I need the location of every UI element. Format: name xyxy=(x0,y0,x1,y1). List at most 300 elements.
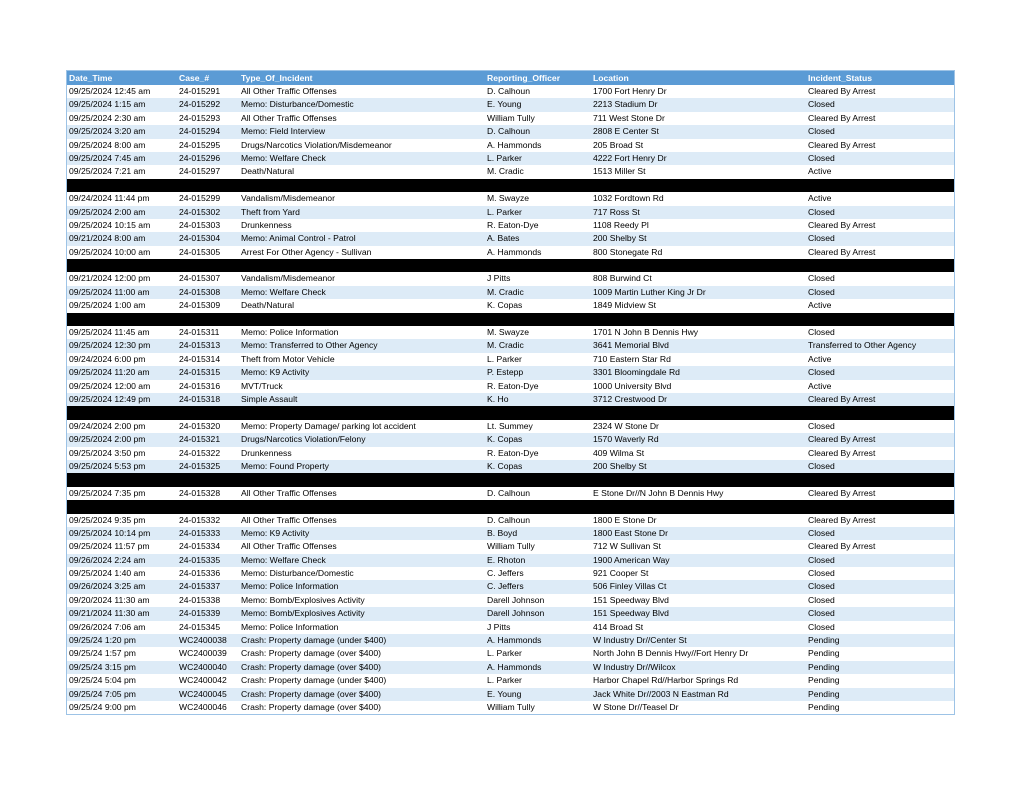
table-row[interactable] xyxy=(67,487,954,500)
location-cell: 2324 W Stone Dr xyxy=(593,420,659,431)
case-number-cell: 24-015291 xyxy=(179,86,221,96)
officer-cell: William Tully xyxy=(487,112,535,123)
case-number-cell: 24-015294 xyxy=(179,126,221,137)
incident-type-cell: Memo: Disturbance/Domestic xyxy=(241,99,354,110)
table-row[interactable] xyxy=(67,139,954,152)
status-cell: Cleared By Arrest xyxy=(808,139,876,150)
table-row[interactable] xyxy=(67,98,954,111)
officer-cell: C. Jeffers xyxy=(487,568,524,579)
location-cell: W Stone Dr//Teasel Dr xyxy=(593,701,679,712)
incident-type-cell: Memo: Bomb/Explosives Activity xyxy=(241,608,365,619)
location-cell: 1108 Reedy Pl xyxy=(593,219,649,230)
status-cell: Closed xyxy=(808,152,835,163)
location-cell: W Industry Dr//Center St xyxy=(593,635,687,646)
location-cell: 711 West Stone Dr xyxy=(593,112,665,123)
officer-cell: A. Hammonds xyxy=(487,661,542,672)
location-cell: 1800 E Stone Dr xyxy=(593,514,657,525)
officer-cell: K. Ho xyxy=(487,393,509,404)
status-cell: Cleared By Arrest xyxy=(808,219,876,230)
date-time-cell: 09/21/2024 8:00 am xyxy=(69,233,146,244)
incident-type-cell: Memo: Welfare Check xyxy=(241,152,326,163)
case-number-cell: 24-015316 xyxy=(179,380,221,391)
table-row[interactable] xyxy=(67,192,954,205)
status-cell: Closed xyxy=(808,621,835,632)
status-cell: Closed xyxy=(808,273,835,284)
location-cell: 1700 Fort Henry Dr xyxy=(593,86,667,96)
table-row[interactable] xyxy=(67,326,954,339)
table-row[interactable] xyxy=(67,165,954,178)
location-cell: 200 Shelby St xyxy=(593,233,647,244)
case-number-cell: 24-015292 xyxy=(179,99,221,110)
incident-type-cell: Crash: Property damage (under $400) xyxy=(241,635,387,646)
location-cell: 1032 Fordtown Rd xyxy=(593,193,664,204)
case-number-cell: 24-015333 xyxy=(179,527,221,538)
status-cell: Closed xyxy=(808,608,835,619)
location-cell: 800 Stonegate Rd xyxy=(593,246,663,257)
table-row[interactable] xyxy=(67,112,954,125)
case-number-cell: 24-015321 xyxy=(179,434,221,445)
date-time-cell: 09/25/2024 8:00 am xyxy=(69,139,146,150)
location-cell: 1701 N John B Dennis Hwy xyxy=(593,327,699,338)
officer-cell: K. Copas xyxy=(487,434,523,445)
column-header[interactable]: Type_Of_Incident xyxy=(241,73,313,83)
incident-type-cell: Death/Natural xyxy=(241,166,295,177)
date-time-cell: 09/26/2024 3:25 am xyxy=(69,581,146,592)
separator-row xyxy=(67,406,954,419)
incident-type-cell: Death/Natural xyxy=(241,300,295,311)
status-cell: Active xyxy=(808,193,832,204)
table-row[interactable] xyxy=(67,567,954,580)
officer-cell: M. Swayze xyxy=(487,327,530,338)
incident-type-cell: Memo: Welfare Check xyxy=(241,554,326,565)
incident-type-cell: MVT/Truck xyxy=(241,380,283,391)
date-time-cell: 09/25/24 7:05 pm xyxy=(69,688,136,699)
incident-type-cell: Vandalism/Misdemeanor xyxy=(241,193,335,204)
case-number-cell: 24-015337 xyxy=(179,581,221,592)
incident-type-cell: Memo: Disturbance/Domestic xyxy=(241,568,354,579)
column-header[interactable]: Location xyxy=(593,73,629,83)
status-cell: Pending xyxy=(808,688,840,699)
location-cell: 921 Cooper St xyxy=(593,568,649,579)
case-number-cell: 24-015322 xyxy=(179,447,221,458)
status-cell: Active xyxy=(808,353,832,364)
table-row[interactable] xyxy=(67,688,954,701)
table-row[interactable] xyxy=(67,353,954,366)
table-row[interactable] xyxy=(67,339,954,352)
date-time-cell: 09/25/2024 12:30 pm xyxy=(69,340,151,351)
status-cell: Closed xyxy=(808,327,835,338)
case-number-cell: 24-015315 xyxy=(179,367,221,378)
table-row[interactable] xyxy=(67,621,954,634)
incident-type-cell: Simple Assault xyxy=(241,393,298,404)
case-number-cell: 24-015299 xyxy=(179,193,221,204)
case-number-cell: 24-015297 xyxy=(179,166,221,177)
incident-type-cell: All Other Traffic Offenses xyxy=(241,514,337,525)
status-cell: Active xyxy=(808,380,832,391)
table-row[interactable] xyxy=(67,286,954,299)
status-cell: Closed xyxy=(808,420,835,431)
incident-type-cell: Memo: K9 Activity xyxy=(241,527,310,538)
officer-cell: D. Calhoun xyxy=(487,514,530,525)
officer-cell: William Tully xyxy=(487,541,535,552)
location-cell: W Industry Dr//Wilcox xyxy=(593,661,676,672)
date-time-cell: 09/25/24 1:57 pm xyxy=(69,648,136,659)
date-time-cell: 09/25/24 1:20 pm xyxy=(69,635,136,646)
date-time-cell: 09/26/2024 7:06 am xyxy=(69,621,146,632)
date-time-cell: 09/25/2024 11:00 am xyxy=(69,286,150,297)
officer-cell: R. Eaton-Dye xyxy=(487,219,539,230)
case-number-cell: 24-015305 xyxy=(179,246,221,257)
case-number-cell: WC2400045 xyxy=(179,688,227,699)
case-number-cell: 24-015338 xyxy=(179,594,221,605)
officer-cell: A. Hammonds xyxy=(487,139,542,150)
date-time-cell: 09/25/2024 2:30 am xyxy=(69,112,146,123)
date-time-cell: 09/25/2024 12:49 pm xyxy=(69,393,151,404)
table-row[interactable] xyxy=(67,219,954,232)
table-row[interactable] xyxy=(67,393,954,406)
officer-cell: P. Estepp xyxy=(487,367,524,378)
table-row[interactable] xyxy=(67,460,954,473)
incident-type-cell: Memo: Police Information xyxy=(241,327,339,338)
date-time-cell: 09/25/24 9:00 pm xyxy=(69,701,136,712)
date-time-cell: 09/25/24 3:15 pm xyxy=(69,661,136,672)
officer-cell: M. Cradic xyxy=(487,286,524,297)
table-row[interactable] xyxy=(67,299,954,312)
officer-cell: K. Copas xyxy=(487,300,523,311)
case-number-cell: 24-015328 xyxy=(179,487,221,498)
incident-type-cell: Memo: Field Interview xyxy=(241,126,326,137)
table-row[interactable] xyxy=(67,272,954,285)
status-cell: Cleared By Arrest xyxy=(808,434,876,445)
table-row[interactable] xyxy=(67,447,954,460)
location-cell: 506 Finley Villas Ct xyxy=(593,581,667,592)
status-cell: Closed xyxy=(808,554,835,565)
case-number-cell: 24-015296 xyxy=(179,152,221,163)
incident-type-cell: All Other Traffic Offenses xyxy=(241,112,337,123)
incident-type-cell: Vandalism/Misdemeanor xyxy=(241,273,335,284)
case-number-cell: WC2400039 xyxy=(179,648,227,659)
location-cell: 3641 Memorial Blvd xyxy=(593,340,669,351)
location-cell: North John B Dennis Hwy//Fort Henry Dr xyxy=(593,648,749,659)
separator-row xyxy=(67,313,954,326)
table-row[interactable] xyxy=(67,246,954,259)
officer-cell: J Pitts xyxy=(487,273,511,284)
table-body xyxy=(67,85,954,714)
location-cell: 414 Broad St xyxy=(593,621,644,632)
column-header[interactable]: Case_# xyxy=(179,73,210,83)
incident-type-cell: Crash: Property damage (over $400) xyxy=(241,688,381,699)
case-number-cell: WC2400046 xyxy=(179,701,227,712)
case-number-cell: 24-015345 xyxy=(179,621,221,632)
separator-row xyxy=(67,473,954,486)
status-cell: Cleared By Arrest xyxy=(808,541,876,552)
separator-row xyxy=(67,259,954,272)
case-number-cell: 24-015332 xyxy=(179,514,221,525)
incident-type-cell: Memo: Transferred to Other Agency xyxy=(241,340,378,351)
status-cell: Closed xyxy=(808,367,835,378)
location-cell: 3301 Bloomingdale Rd xyxy=(593,367,680,378)
location-cell: 712 W Sullivan St xyxy=(593,541,661,552)
status-cell: Cleared By Arrest xyxy=(808,393,876,404)
separator-row xyxy=(67,179,954,192)
officer-cell: R. Eaton-Dye xyxy=(487,380,539,391)
table-row[interactable] xyxy=(67,527,954,540)
location-cell: Jack White Dr//2003 N Eastman Rd xyxy=(593,688,729,699)
case-number-cell: 24-015308 xyxy=(179,286,221,297)
location-cell: 1849 Midview St xyxy=(593,300,657,311)
case-number-cell: 24-015302 xyxy=(179,206,221,217)
officer-cell: L. Parker xyxy=(487,206,522,217)
location-cell: 205 Broad St xyxy=(593,139,644,150)
case-number-cell: 24-015307 xyxy=(179,273,221,284)
table-row[interactable] xyxy=(67,701,954,714)
table-row[interactable] xyxy=(67,634,954,647)
date-time-cell: 09/25/2024 2:00 am xyxy=(69,206,146,217)
incident-type-cell: Crash: Property damage (over $400) xyxy=(241,661,381,672)
date-time-cell: 09/25/2024 7:45 am xyxy=(69,152,146,163)
status-cell: Closed xyxy=(808,126,835,137)
table-row[interactable] xyxy=(67,125,954,138)
location-cell: 3712 Crestwood Dr xyxy=(593,393,668,404)
incident-type-cell: Memo: Found Property xyxy=(241,460,329,471)
case-number-cell: 24-015311 xyxy=(179,327,220,338)
status-cell: Pending xyxy=(808,701,840,712)
incident-type-cell: Drunkenness xyxy=(241,447,292,458)
date-time-cell: 09/25/2024 12:00 am xyxy=(69,380,151,391)
incident-type-cell: Theft from Yard xyxy=(241,206,300,217)
date-time-cell: 09/21/2024 11:30 am xyxy=(69,608,150,619)
date-time-cell: 09/25/2024 3:50 pm xyxy=(69,447,146,458)
officer-cell: D. Calhoun xyxy=(487,487,530,498)
column-header[interactable]: Reporting_Officer xyxy=(487,73,561,83)
date-time-cell: 09/24/2024 11:44 pm xyxy=(69,193,150,204)
case-number-cell: 24-015339 xyxy=(179,608,221,619)
status-cell: Closed xyxy=(808,460,835,471)
officer-cell: A. Hammonds xyxy=(487,635,542,646)
incident-type-cell: Memo: Animal Control - Patrol xyxy=(241,233,356,244)
location-cell: Harbor Chapel Rd//Harbor Springs Rd xyxy=(593,675,739,686)
date-time-cell: 09/25/2024 1:40 am xyxy=(69,568,146,579)
officer-cell: D. Calhoun xyxy=(487,126,530,137)
officer-cell: B. Boyd xyxy=(487,527,518,538)
officer-cell: L. Parker xyxy=(487,353,522,364)
date-time-cell: 09/25/2024 9:35 pm xyxy=(69,514,146,525)
officer-cell: J Pitts xyxy=(487,621,511,632)
table-row[interactable] xyxy=(67,206,954,219)
incident-type-cell: Crash: Property damage (under $400) xyxy=(241,675,387,686)
date-time-cell: 09/25/2024 11:57 pm xyxy=(69,541,150,552)
column-header[interactable]: Date_Time xyxy=(69,73,113,83)
table-row[interactable] xyxy=(67,380,954,393)
case-number-cell: 24-015325 xyxy=(179,460,221,471)
officer-cell: Darell Johnson xyxy=(487,608,545,619)
incident-type-cell: Memo: Bomb/Explosives Activity xyxy=(241,594,365,605)
case-number-cell: 24-015320 xyxy=(179,420,221,431)
date-time-cell: 09/25/2024 10:14 pm xyxy=(69,527,151,538)
status-cell: Active xyxy=(808,166,832,177)
incident-type-cell: All Other Traffic Offenses xyxy=(241,86,337,96)
officer-cell: A. Bates xyxy=(487,233,520,244)
table-row[interactable] xyxy=(67,554,954,567)
case-number-cell: 24-015314 xyxy=(179,353,221,364)
status-cell: Closed xyxy=(808,99,835,110)
case-number-cell: WC2400042 xyxy=(179,675,227,686)
table-row[interactable] xyxy=(67,366,954,379)
status-cell: Transferred to Other Agency xyxy=(808,340,917,351)
officer-cell: William Tully xyxy=(487,701,535,712)
table-row[interactable] xyxy=(67,433,954,446)
incident-type-cell: Memo: Welfare Check xyxy=(241,286,326,297)
incident-type-cell: Crash: Property damage (over $400) xyxy=(241,701,381,712)
location-cell: 1570 Waverly Rd xyxy=(593,434,659,445)
incident-type-cell: Crash: Property damage (over $400) xyxy=(241,648,381,659)
location-cell: 1009 Martin Luther King Jr Dr xyxy=(593,286,706,297)
status-cell: Closed xyxy=(808,286,835,297)
officer-cell: L. Parker xyxy=(487,152,522,163)
location-cell: 2808 E Center St xyxy=(593,126,659,137)
status-cell: Pending xyxy=(808,675,840,686)
location-cell: E Stone Dr//N John B Dennis Hwy xyxy=(593,487,724,498)
incident-type-cell: Memo: K9 Activity xyxy=(241,367,310,378)
location-cell: 1800 East Stone Dr xyxy=(593,527,669,538)
incident-type-cell: Memo: Property Damage/ parking lot accident xyxy=(241,420,416,431)
status-cell: Closed xyxy=(808,568,835,579)
location-cell: 151 Speedway Blvd xyxy=(593,608,669,619)
location-cell: 409 Wilma St xyxy=(593,447,645,458)
status-cell: Closed xyxy=(808,527,835,538)
date-time-cell: 09/25/2024 3:20 am xyxy=(69,126,146,137)
case-number-cell: 24-015309 xyxy=(179,300,221,311)
incident-type-cell: Drunkenness xyxy=(241,219,292,230)
date-time-cell: 09/25/2024 1:00 am xyxy=(69,300,146,311)
officer-cell: E. Rhoton xyxy=(487,554,526,565)
date-time-cell: 09/25/2024 12:45 am xyxy=(69,86,151,96)
table-header xyxy=(67,71,954,85)
officer-cell: R. Eaton-Dye xyxy=(487,447,539,458)
status-cell: Cleared By Arrest xyxy=(808,447,876,458)
location-cell: 710 Eastern Star Rd xyxy=(593,353,671,364)
status-cell: Active xyxy=(808,300,832,311)
case-number-cell: 24-015335 xyxy=(179,554,221,565)
officer-cell: A. Hammonds xyxy=(487,246,542,257)
location-cell: 1513 Miller St xyxy=(593,166,646,177)
date-time-cell: 09/25/2024 7:21 am xyxy=(69,166,146,177)
date-time-cell: 09/25/2024 10:15 am xyxy=(69,219,151,230)
status-cell: Cleared By Arrest xyxy=(808,487,876,498)
table-row[interactable] xyxy=(67,514,954,527)
officer-cell: L. Parker xyxy=(487,675,522,686)
date-time-cell: 09/24/2024 6:00 pm xyxy=(69,353,146,364)
officer-cell: E. Young xyxy=(487,688,522,699)
location-cell: 200 Shelby St xyxy=(593,460,647,471)
status-cell: Cleared By Arrest xyxy=(808,86,876,96)
table-row[interactable] xyxy=(67,540,954,553)
case-number-cell: 24-015336 xyxy=(179,568,221,579)
officer-cell: D. Calhoun xyxy=(487,86,530,96)
incident-type-cell: Memo: Police Information xyxy=(241,621,339,632)
table-row[interactable] xyxy=(67,661,954,674)
table-row[interactable] xyxy=(67,607,954,620)
table-row[interactable] xyxy=(67,594,954,607)
status-cell: Closed xyxy=(808,581,835,592)
officer-cell: M. Swayze xyxy=(487,193,530,204)
officer-cell: C. Jeffers xyxy=(487,581,524,592)
location-cell: 808 Burwind Ct xyxy=(593,273,652,284)
date-time-cell: 09/25/24 5:04 pm xyxy=(69,675,136,686)
date-time-cell: 09/25/2024 11:45 am xyxy=(69,327,150,338)
case-number-cell: 24-015318 xyxy=(179,393,221,404)
case-number-cell: 24-015303 xyxy=(179,219,221,230)
table-row[interactable] xyxy=(67,647,954,660)
location-cell: 4222 Fort Henry Dr xyxy=(593,152,667,163)
location-cell: 1900 American Way xyxy=(593,554,670,565)
date-time-cell: 09/25/2024 10:00 am xyxy=(69,246,151,257)
officer-cell: Darell Johnson xyxy=(487,594,545,605)
officer-cell: Lt. Summey xyxy=(487,420,533,431)
table-row[interactable] xyxy=(67,152,954,165)
table-row[interactable] xyxy=(67,232,954,245)
incident-table xyxy=(66,70,955,715)
date-time-cell: 09/25/2024 1:15 am xyxy=(69,99,146,110)
table-row[interactable] xyxy=(67,580,954,593)
status-cell: Pending xyxy=(808,661,840,672)
location-cell: 151 Speedway Blvd xyxy=(593,594,669,605)
incident-type-cell: Theft from Motor Vehicle xyxy=(241,353,335,364)
column-header[interactable]: Incident_Status xyxy=(808,73,872,83)
case-number-cell: WC2400038 xyxy=(179,635,227,646)
date-time-cell: 09/25/2024 5:53 pm xyxy=(69,460,146,471)
case-number-cell: 24-015313 xyxy=(179,340,221,351)
officer-cell: L. Parker xyxy=(487,648,522,659)
status-cell: Closed xyxy=(808,233,835,244)
date-time-cell: 09/24/2024 2:00 pm xyxy=(69,420,146,431)
officer-cell: M. Cradic xyxy=(487,340,524,351)
officer-cell: M. Cradic xyxy=(487,166,524,177)
case-number-cell: 24-015304 xyxy=(179,233,221,244)
status-cell: Cleared By Arrest xyxy=(808,246,876,257)
date-time-cell: 09/20/2024 11:30 am xyxy=(69,594,150,605)
status-cell: Cleared By Arrest xyxy=(808,514,876,525)
status-cell: Closed xyxy=(808,594,835,605)
officer-cell: K. Copas xyxy=(487,460,523,471)
officer-cell: E. Young xyxy=(487,99,522,110)
date-time-cell: 09/26/2024 2:24 am xyxy=(69,554,146,565)
incident-type-cell: Arrest For Other Agency - Sullivan xyxy=(241,246,372,257)
status-cell: Pending xyxy=(808,635,840,646)
incident-type-cell: Memo: Police Information xyxy=(241,581,339,592)
incident-type-cell: Drugs/Narcotics Violation/Felony xyxy=(241,434,366,445)
separator-row xyxy=(67,500,954,513)
date-time-cell: 09/25/2024 11:20 am xyxy=(69,367,150,378)
date-time-cell: 09/25/2024 7:35 pm xyxy=(69,487,146,498)
case-number-cell: 24-015334 xyxy=(179,541,221,552)
status-cell: Cleared By Arrest xyxy=(808,112,876,123)
incident-type-cell: All Other Traffic Offenses xyxy=(241,541,337,552)
location-cell: 2213 Stadium Dr xyxy=(593,99,658,110)
table-row[interactable] xyxy=(67,674,954,687)
location-cell: 717 Ross St xyxy=(593,206,640,217)
case-number-cell: 24-015293 xyxy=(179,112,221,123)
location-cell: 1000 University Blvd xyxy=(593,380,672,391)
status-cell: Closed xyxy=(808,206,835,217)
case-number-cell: 24-015295 xyxy=(179,139,221,150)
date-time-cell: 09/25/2024 2:00 pm xyxy=(69,434,146,445)
table-row[interactable] xyxy=(67,420,954,433)
table-row[interactable] xyxy=(67,85,954,98)
incident-type-cell: All Other Traffic Offenses xyxy=(241,487,337,498)
date-time-cell: 09/21/2024 12:00 pm xyxy=(69,273,151,284)
case-number-cell: WC2400040 xyxy=(179,661,227,672)
